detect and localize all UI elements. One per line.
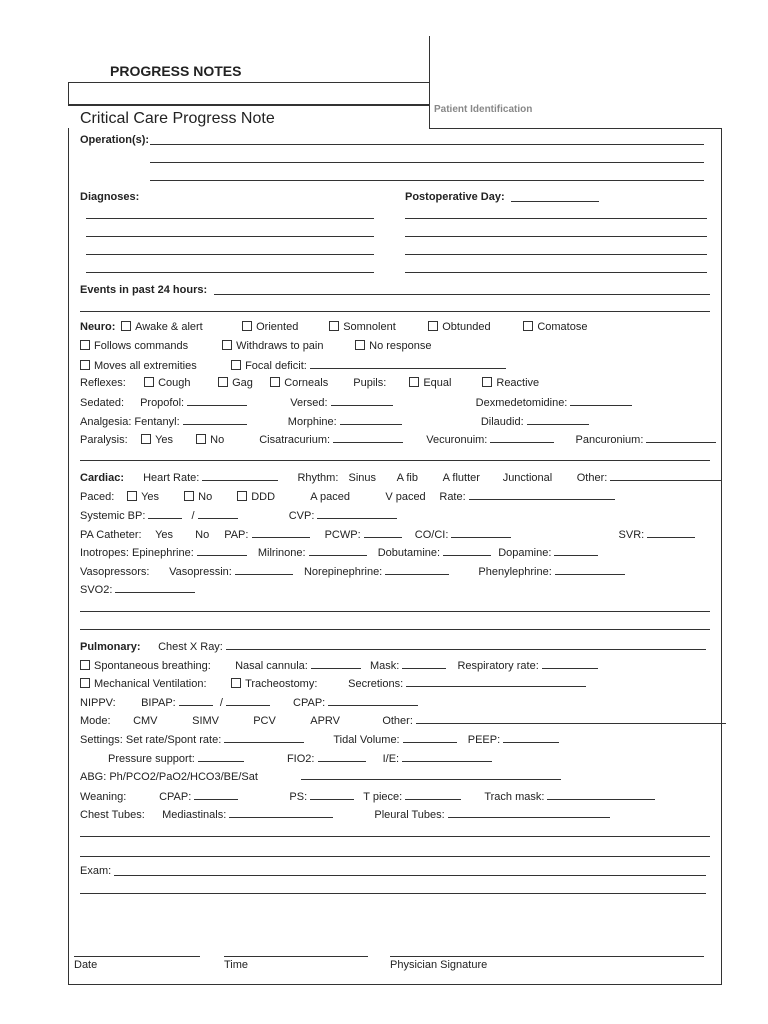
vecuronium-label: Vecuronuim: <box>426 434 488 446</box>
pcv-option[interactable]: PCV <box>253 715 276 727</box>
coci-label: CO/CI: <box>414 529 449 541</box>
diagnoses-line-4[interactable] <box>86 272 374 273</box>
operations-line-2[interactable] <box>150 162 704 163</box>
ps-field[interactable] <box>310 790 354 800</box>
apaced-option[interactable]: A paced <box>310 491 351 503</box>
follows-commands-checkbox[interactable] <box>80 340 90 350</box>
progress-notes-heading: PROGRESS NOTES <box>110 63 242 79</box>
paced-no-checkbox[interactable] <box>184 491 194 501</box>
rate-field[interactable] <box>469 490 615 500</box>
spontaneous-checkbox[interactable] <box>80 660 90 670</box>
paced-no-label: No <box>198 491 213 503</box>
reactive-checkbox[interactable] <box>482 377 492 387</box>
pcwp-field[interactable] <box>364 528 402 538</box>
inotropes-label: Inotropes: Epinephrine: <box>80 547 194 559</box>
svo2-field[interactable] <box>115 583 195 593</box>
ddd-label: DDD <box>251 491 276 503</box>
ddd-checkbox[interactable] <box>237 491 247 501</box>
cxr-label: Chest X Ray: <box>158 641 223 653</box>
mode-label: Mode: <box>80 715 111 727</box>
postop-day-field[interactable] <box>511 201 599 202</box>
vpaced-option[interactable]: V paced <box>385 491 426 503</box>
cough-checkbox[interactable] <box>144 377 154 387</box>
svr-label: SVR: <box>618 529 645 541</box>
junctional-option[interactable]: Junctional <box>502 472 553 484</box>
bipap-slash: / <box>219 697 223 709</box>
header-top-rule <box>68 82 429 83</box>
norepi-label: Norepinephrine: <box>303 566 383 578</box>
cardiac-row-6 <box>80 565 625 579</box>
cpap-label: CPAP: <box>293 697 326 709</box>
neuro-row-5 <box>80 396 632 410</box>
cpap-field[interactable] <box>328 696 418 706</box>
exam-line-1[interactable] <box>114 875 706 876</box>
mech-vent-checkbox[interactable] <box>80 678 90 688</box>
events-line-2[interactable] <box>80 311 710 312</box>
systemic-bp-slash: / <box>191 510 195 522</box>
vecuronium-field[interactable] <box>490 433 554 443</box>
pancuronium-label: Pancuronium: <box>575 434 644 446</box>
abg-field[interactable] <box>301 770 561 780</box>
cardiac-row-4 <box>80 528 695 542</box>
fio2-field[interactable] <box>318 752 366 762</box>
mode-other-field[interactable] <box>416 714 726 724</box>
pleural-field[interactable] <box>448 808 610 818</box>
cardiac-row-2 <box>80 490 615 504</box>
cmv-option[interactable]: CMV <box>133 715 158 727</box>
analgesia-label: Analgesia: Fentanyl: <box>80 416 180 428</box>
no-response-label: No response <box>369 340 432 352</box>
ie-label: I/E: <box>382 753 400 765</box>
cardiac-notes-line-2[interactable] <box>80 629 710 630</box>
milrinone-field[interactable] <box>309 546 367 556</box>
vasopressors-label: Vasopressors: <box>80 566 150 578</box>
date-label: Date <box>74 959 98 971</box>
exam-label: Exam: <box>80 865 112 877</box>
pulmonary-title: Pulmonary: <box>80 641 141 653</box>
svo2-label: SVO2: <box>80 584 113 596</box>
cardiac-row-3 <box>80 509 397 523</box>
focal-deficit-label: Focal deficit: <box>245 360 307 372</box>
tpiece-label: T piece: <box>363 791 403 803</box>
settings-label: Settings: Set rate/Spont rate: <box>80 734 222 746</box>
moves-extremities-label: Moves all extremities <box>94 360 197 372</box>
resp-rate-label: Respiratory rate: <box>457 660 539 672</box>
ie-field[interactable] <box>402 752 492 762</box>
pulmonary-notes-line-1[interactable] <box>80 836 710 837</box>
phenyl-field[interactable] <box>555 565 625 575</box>
nasal-label: Nasal cannula: <box>235 660 308 672</box>
pulmonary-row-5 <box>80 714 726 728</box>
cardiac-notes-line-1[interactable] <box>80 611 710 612</box>
patient-identification-label: Patient Identification <box>434 104 533 115</box>
weaning-cpap-field[interactable] <box>194 790 238 800</box>
obtunded-label: Obtunded <box>442 321 491 333</box>
cardiac-row-5 <box>80 546 598 560</box>
pulmonary-row-2 <box>80 659 598 673</box>
propofol-field[interactable] <box>187 396 247 406</box>
time-label: Time <box>224 959 249 971</box>
focal-deficit-field[interactable] <box>310 359 506 369</box>
pa-no-option[interactable]: No <box>195 529 210 541</box>
signature-field[interactable] <box>390 956 704 957</box>
header-rule-thick <box>68 104 429 106</box>
tpiece-field[interactable] <box>405 790 461 800</box>
svr-field[interactable] <box>647 528 695 538</box>
header-vertical-divider <box>429 36 430 128</box>
obtunded-checkbox[interactable] <box>428 321 438 331</box>
awake-checkbox[interactable] <box>121 321 131 331</box>
cisatracurium-field[interactable] <box>333 433 403 443</box>
nasal-field[interactable] <box>311 659 361 669</box>
neuro-notes-line[interactable] <box>80 460 710 461</box>
peep-label: PEEP: <box>467 734 501 746</box>
paralysis-label: Paralysis: <box>80 434 128 446</box>
bipap-label: BIPAP: <box>141 697 176 709</box>
events-label: Events in past 24 hours: <box>80 284 208 296</box>
postop-line-2[interactable] <box>405 236 707 237</box>
no-response-checkbox[interactable] <box>355 340 365 350</box>
fentanyl-field[interactable] <box>183 415 247 425</box>
postop-line-3[interactable] <box>405 254 707 255</box>
systemic-bp-dia-field[interactable] <box>198 509 238 519</box>
abg-label: ABG: Ph/PCO2/PaO2/HCO3/BE/Sat <box>80 771 258 783</box>
neuro-title: Neuro: <box>80 321 116 333</box>
exam-line-2[interactable] <box>80 893 706 894</box>
mediastinals-label: Mediastinals: <box>162 809 227 821</box>
simv-option[interactable]: SIMV <box>192 715 220 727</box>
neuro-row-1 <box>80 321 587 334</box>
pap-label: PAP: <box>224 529 249 541</box>
postop-day-label: Postoperative Day: <box>405 191 505 203</box>
neuro-row-4 <box>80 377 539 390</box>
cardiac-row-1 <box>80 471 722 485</box>
cxr-field[interactable] <box>226 640 706 650</box>
dobutamine-field[interactable] <box>443 546 491 556</box>
fio2-label: FIO2: <box>286 753 315 765</box>
rate-label: Rate: <box>439 491 466 503</box>
operations-line-1[interactable] <box>150 144 704 145</box>
peep-field[interactable] <box>503 733 559 743</box>
follows-commands-label: Follows commands <box>94 340 189 352</box>
set-rate-field[interactable] <box>224 733 304 743</box>
moves-extremities-checkbox[interactable] <box>80 360 90 370</box>
comatose-label: Comatose <box>537 321 588 333</box>
secretions-label: Secretions: <box>348 678 404 690</box>
header-left-edge <box>68 82 69 104</box>
pap-field[interactable] <box>252 528 310 538</box>
cough-label: Cough <box>158 377 191 389</box>
corneals-label: Corneals <box>284 377 329 389</box>
events-line-1[interactable] <box>214 294 710 295</box>
cvp-field[interactable] <box>317 509 397 519</box>
resp-rate-field[interactable] <box>542 659 598 669</box>
page-title: Critical Care Progress Note <box>80 110 275 127</box>
corneals-checkbox[interactable] <box>270 377 280 387</box>
milrinone-label: Milrinone: <box>257 547 306 559</box>
pulmonary-row-6 <box>80 733 559 747</box>
trach-label: Tracheostomy: <box>245 678 318 690</box>
pulmonary-row-9 <box>80 790 655 804</box>
pupils-label: Pupils: <box>353 377 387 389</box>
dexmed-field[interactable] <box>570 396 632 406</box>
chest-tubes-label: Chest Tubes: <box>80 809 145 821</box>
vasopressin-label: Vasopressin: <box>169 566 232 578</box>
tidal-label: Tidal Volume: <box>333 734 400 746</box>
paralysis-yes-label: Yes <box>155 434 174 446</box>
pulmonary-row-3 <box>80 677 586 691</box>
gag-checkbox[interactable] <box>218 377 228 387</box>
trach-checkbox[interactable] <box>231 678 241 688</box>
awake-label: Awake & alert <box>135 321 203 333</box>
systemic-bp-label: Systemic BP: <box>80 510 146 522</box>
bipap-epap-field[interactable] <box>226 696 270 706</box>
spontaneous-label: Spontaneous breathing: <box>94 660 211 672</box>
morphine-field[interactable] <box>340 415 402 425</box>
nippv-label: NIPPV: <box>80 697 116 709</box>
postop-line-1[interactable] <box>405 218 707 219</box>
comatose-checkbox[interactable] <box>523 321 533 331</box>
aprv-option[interactable]: APRV <box>310 715 341 727</box>
pleural-label: Pleural Tubes: <box>374 809 445 821</box>
oriented-checkbox[interactable] <box>242 321 252 331</box>
diagnoses-label: Diagnoses: <box>80 191 140 203</box>
cisatracurium-label: Cisatracurium: <box>259 434 331 446</box>
paralysis-no-label: No <box>210 434 225 446</box>
mode-other-label: Other: <box>382 715 413 727</box>
rhythm-label: Rhythm: <box>297 472 339 484</box>
pulmonary-row-4 <box>80 696 418 710</box>
versed-label: Versed: <box>290 397 328 409</box>
dilaudid-label: Dilaudid: <box>480 416 524 428</box>
pancuronium-field[interactable] <box>646 433 716 443</box>
mask-label: Mask: <box>369 660 400 672</box>
cardiac-row-7 <box>80 583 195 597</box>
neuro-row-2 <box>80 340 432 353</box>
weaning-label: Weaning: <box>80 791 127 803</box>
mech-vent-label: Mechanical Ventilation: <box>94 678 207 690</box>
focal-deficit-checkbox[interactable] <box>231 360 241 370</box>
systemic-bp-sys-field[interactable] <box>148 509 182 519</box>
versed-field[interactable] <box>331 396 393 406</box>
bipap-ipap-field[interactable] <box>179 696 213 706</box>
coci-field[interactable] <box>451 528 511 538</box>
weaning-cpap-label: CPAP: <box>159 791 192 803</box>
heart-rate-field[interactable] <box>202 471 278 481</box>
morphine-label: Morphine: <box>287 416 337 428</box>
heart-rate-label: Heart Rate: <box>143 472 200 484</box>
tidal-field[interactable] <box>403 733 457 743</box>
dilaudid-field[interactable] <box>527 415 589 425</box>
pressure-support-field[interactable] <box>198 752 244 762</box>
pcwp-label: PCWP: <box>324 529 361 541</box>
signature-label: Physician Signature <box>390 959 488 971</box>
form-top-rule-right <box>429 128 721 129</box>
reflexes-label: Reflexes: <box>80 377 126 389</box>
paced-yes-label: Yes <box>141 491 160 503</box>
cvp-label: CVP: <box>288 510 315 522</box>
operations-label: Operation(s): <box>80 134 150 146</box>
paced-yes-checkbox[interactable] <box>127 491 137 501</box>
neuro-row-6 <box>80 415 589 429</box>
paced-label: Paced: <box>80 491 115 503</box>
secretions-field[interactable] <box>406 677 586 687</box>
paralysis-yes-checkbox[interactable] <box>141 434 151 444</box>
equal-label: Equal <box>423 377 452 389</box>
pa-yes-option[interactable]: Yes <box>155 529 174 541</box>
pulmonary-row-8 <box>80 770 561 784</box>
reactive-label: Reactive <box>496 377 540 389</box>
aflutter-option[interactable]: A flutter <box>442 472 480 484</box>
neuro-row-7 <box>80 433 716 447</box>
withdraws-label: Withdraws to pain <box>236 340 324 352</box>
diagnoses-line-1[interactable] <box>86 218 374 219</box>
gag-label: Gag <box>232 377 253 389</box>
norepi-field[interactable] <box>385 565 449 575</box>
dexmed-label: Dexmedetomidine: <box>475 397 568 409</box>
pulmonary-notes-line-2[interactable] <box>80 856 710 857</box>
operations-line-3[interactable] <box>150 180 704 181</box>
time-field[interactable] <box>224 956 368 957</box>
trach-mask-label: Trach mask: <box>484 791 545 803</box>
paralysis-no-checkbox[interactable] <box>196 434 206 444</box>
oriented-label: Oriented <box>256 321 299 333</box>
dopamine-label: Dopamine: <box>498 547 552 559</box>
cardiac-title: Cardiac: <box>80 472 125 484</box>
cardiac-other-label: Other: <box>576 472 608 484</box>
mask-field[interactable] <box>402 659 446 669</box>
phenyl-label: Phenylephrine: <box>478 566 552 578</box>
pa-catheter-label: PA Catheter: <box>80 529 142 541</box>
dobutamine-label: Dobutamine: <box>377 547 441 559</box>
pulmonary-row-7 <box>80 752 492 766</box>
equal-checkbox[interactable] <box>409 377 419 387</box>
somnolent-checkbox[interactable] <box>329 321 339 331</box>
sinus-option[interactable]: Sinus <box>348 472 377 484</box>
propofol-label: Propofol: <box>140 397 185 409</box>
somnolent-label: Somnolent <box>343 321 396 333</box>
pressure-support-label: Pressure support: <box>108 753 195 765</box>
sedated-label: Sedated: <box>80 397 125 409</box>
diagnoses-line-3[interactable] <box>86 254 374 255</box>
trach-mask-field[interactable] <box>547 790 655 800</box>
neuro-row-3 <box>80 359 506 373</box>
dopamine-field[interactable] <box>554 546 598 556</box>
withdraws-checkbox[interactable] <box>222 340 232 350</box>
date-field[interactable] <box>74 956 200 957</box>
pulmonary-row-10 <box>80 808 610 822</box>
epinephrine-field[interactable] <box>197 546 247 556</box>
mediastinals-field[interactable] <box>229 808 333 818</box>
pulmonary-row-1 <box>80 640 706 654</box>
diagnoses-line-2[interactable] <box>86 236 374 237</box>
afib-option[interactable]: A fib <box>396 472 418 484</box>
vasopressin-field[interactable] <box>235 565 293 575</box>
postop-line-4[interactable] <box>405 272 707 273</box>
ps-label: PS: <box>289 791 308 803</box>
cardiac-other-field[interactable] <box>610 471 722 481</box>
